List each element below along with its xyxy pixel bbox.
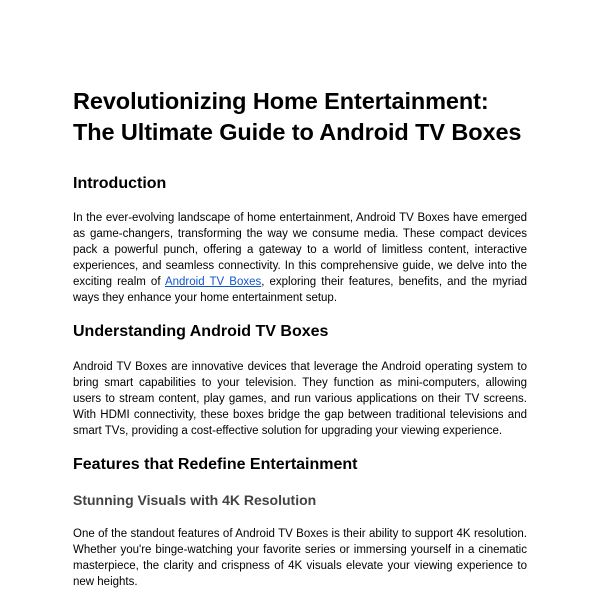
introduction-heading: Introduction: [73, 175, 167, 192]
android-tv-boxes-link[interactable]: Android TV Boxes: [164, 276, 262, 288]
introduction-text-before-link: In the ever-evolving landscape of home entertainment, Android TV Boxes have emerged as game-changers, transforming the way we consume media. These compact devices pack a powerful punch, offering a gateway to a world of limitless content, interactive experiences, and seamless connectivity. In this comprehensive guide, we delve into the exciting realm of: [73, 212, 527, 288]
document-content: [73, 86, 527, 590]
document-title: Revolutionizing Home Entertainment: The Ultimate Guide to Android TV Boxes: [73, 88, 522, 145]
visuals-paragraph: One of the standout features of Android TV Boxes is their ability to support 4K resolution. Whether you're binge-watching your favorite series or immersing yourself in a cinematic masterpiece, the clarity and crispness of 4K visuals elevate your viewing experience to new heights.: [73, 528, 527, 588]
introduction-text-after-link: , exploring their features, benefits, and the myriad ways they enhance your home entertainment setup.: [73, 276, 527, 304]
visuals-subheading: Stunning Visuals with 4K Resolution: [73, 492, 317, 508]
understanding-heading: Understanding Android TV Boxes: [73, 323, 329, 340]
introduction-paragraph: [73, 210, 527, 306]
features-heading: Features that Redefine Entertainment: [73, 456, 358, 473]
understanding-paragraph: Android TV Boxes are innovative devices that leverage the Android operating system to bring smart capabilities to your television. They function as mini-computers, allowing users to stream content, play games, and run various applications on their TV screens. With HDMI connectivity, these boxes bridge the gap between traditional televisions and smart TVs, providing a cost-effective solution for upgrading your viewing experience.: [73, 361, 527, 437]
